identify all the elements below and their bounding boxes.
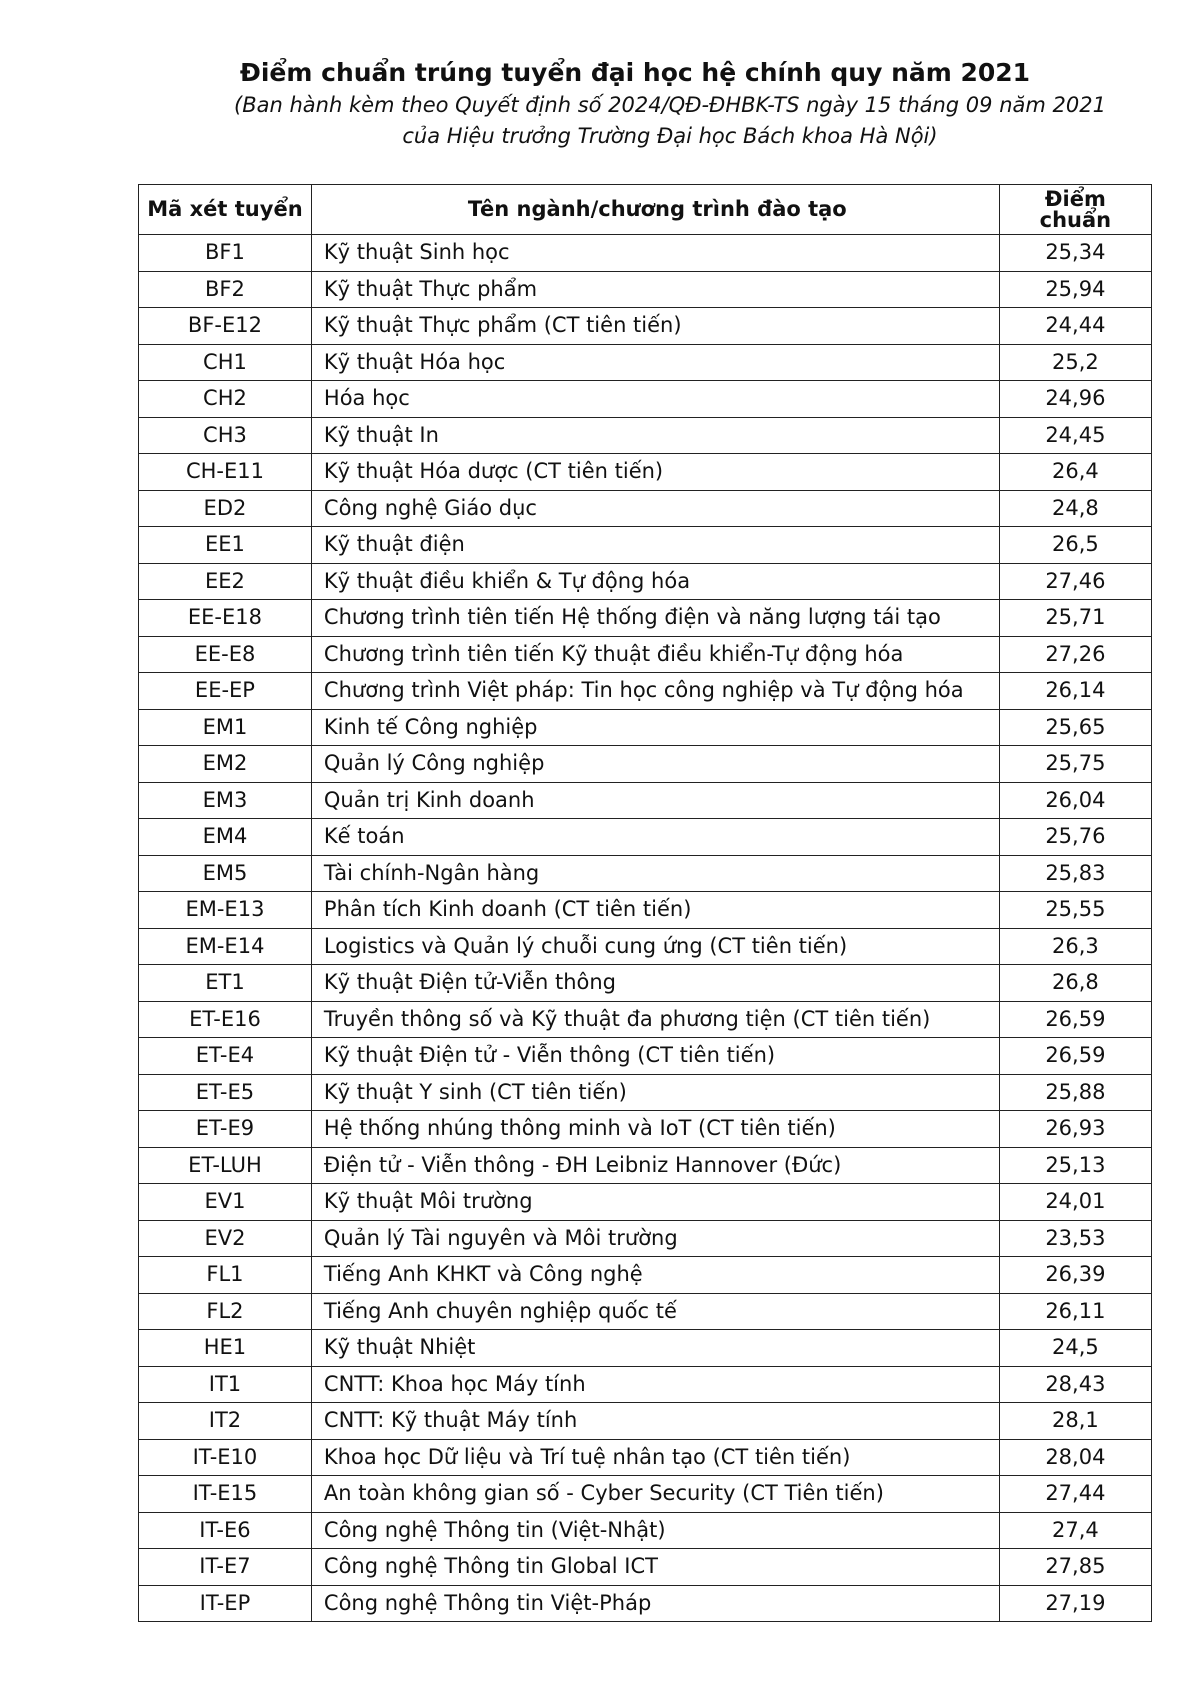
table-row [139,673,1152,710]
cell-score: 27,4 [999,1512,1151,1549]
cell-program: Kỹ thuật Môi trường [311,1184,999,1221]
cell-code: IT-EP [139,1585,312,1622]
table-row [139,490,1152,527]
cell-code: HE1 [139,1330,312,1367]
table-row [139,271,1152,308]
cell-code: CH3 [139,417,312,454]
table-row [139,1330,1152,1367]
cell-score: 26,59 [999,1038,1151,1075]
cell-code: IT-E10 [139,1439,312,1476]
cell-program: Logistics và Quản lý chuỗi cung ứng (CT tiên tiến) [311,928,999,965]
cell-program: CNTT: Khoa học Máy tính [311,1366,999,1403]
cell-code: EM5 [139,855,312,892]
cell-program: Công nghệ Thông tin Global ICT [311,1549,999,1586]
cell-code: IT1 [139,1366,312,1403]
cell-score: 28,1 [999,1403,1151,1440]
cell-score: 25,75 [999,746,1151,783]
cell-score: 26,5 [999,527,1151,564]
cell-score: 24,5 [999,1330,1151,1367]
cell-score: 25,94 [999,271,1151,308]
cell-code: EE-E8 [139,636,312,673]
cell-program: Công nghệ Thông tin (Việt-Nhật) [311,1512,999,1549]
cell-score: 27,46 [999,563,1151,600]
table-header-row [139,185,1152,235]
cell-program: Điện tử - Viễn thông - ĐH Leibniz Hannover (Đức) [311,1147,999,1184]
cell-code: BF2 [139,271,312,308]
cell-score: 27,44 [999,1476,1151,1513]
cell-program: CNTT: Kỹ thuật Máy tính [311,1403,999,1440]
cell-code: CH1 [139,344,312,381]
table-row [139,1439,1152,1476]
cell-program: Kinh tế Công nghiệp [311,709,999,746]
table-row [139,1476,1152,1513]
cell-score: 26,8 [999,965,1151,1002]
cell-code: EM4 [139,819,312,856]
cell-program: Tiếng Anh KHKT và Công nghệ [311,1257,999,1294]
cell-code: ET-LUH [139,1147,312,1184]
table-row [139,1220,1152,1257]
cell-program: Kỹ thuật Y sinh (CT tiên tiến) [311,1074,999,1111]
cell-score: 24,44 [999,308,1151,345]
table-row [139,928,1152,965]
cell-code: ET-E5 [139,1074,312,1111]
cell-program: Công nghệ Thông tin Việt-Pháp [311,1585,999,1622]
column-header-code: Mã xét tuyển [139,185,312,235]
table-row [139,892,1152,929]
cell-code: EM-E13 [139,892,312,929]
admission-scores-table [138,184,1152,1622]
cell-score: 24,45 [999,417,1151,454]
cell-code: EV2 [139,1220,312,1257]
cell-code: ET1 [139,965,312,1002]
cell-score: 25,2 [999,344,1151,381]
table-row [139,527,1152,564]
cell-program: Kỹ thuật Điện tử-Viễn thông [311,965,999,1002]
table-row [139,1366,1152,1403]
cell-program: Hóa học [311,381,999,418]
cell-score: 24,96 [999,381,1151,418]
cell-score: 25,13 [999,1147,1151,1184]
cell-program: Kỹ thuật Nhiệt [311,1330,999,1367]
cell-program: Hệ thống nhúng thông minh và IoT (CT tiên tiến) [311,1111,999,1148]
cell-code: EE2 [139,563,312,600]
cell-score: 26,11 [999,1293,1151,1330]
cell-code: EM2 [139,746,312,783]
cell-code: EE-EP [139,673,312,710]
table-row [139,782,1152,819]
cell-code: EM3 [139,782,312,819]
cell-code: IT-E6 [139,1512,312,1549]
cell-code: CH2 [139,381,312,418]
cell-code: EM-E14 [139,928,312,965]
cell-score: 24,8 [999,490,1151,527]
cell-score: 26,93 [999,1111,1151,1148]
cell-code: IT-E7 [139,1549,312,1586]
table-row [139,1111,1152,1148]
document-title: Điểm chuẩn trúng tuyển đại học hệ chính quy năm 2021 [239,58,1031,87]
cell-score: 27,19 [999,1585,1151,1622]
cell-code: ET-E9 [139,1111,312,1148]
cell-program: Chương trình Việt pháp: Tin học công nghiệp và Tự động hóa [311,673,999,710]
cell-program: Chương trình tiên tiến Kỹ thuật điều khiển-Tự động hóa [311,636,999,673]
table-row [139,1585,1152,1622]
cell-program: Kỹ thuật Hóa học [311,344,999,381]
cell-program: Quản lý Tài nguyên và Môi trường [311,1220,999,1257]
cell-score: 26,3 [999,928,1151,965]
cell-score: 25,83 [999,855,1151,892]
cell-code: EM1 [139,709,312,746]
table-row [139,1074,1152,1111]
table-row [139,381,1152,418]
column-header-score: Điểm chuẩn [999,185,1151,235]
cell-program: Kế toán [311,819,999,856]
cell-code: CH-E11 [139,454,312,491]
cell-program: Kỹ thuật In [311,417,999,454]
table-row [139,1147,1152,1184]
cell-score: 27,85 [999,1549,1151,1586]
cell-program: Kỹ thuật Hóa dược (CT tiên tiến) [311,454,999,491]
table-body [139,235,1152,1622]
cell-score: 27,26 [999,636,1151,673]
cell-score: 25,55 [999,892,1151,929]
cell-program: Kỹ thuật điện [311,527,999,564]
table-row [139,563,1152,600]
cell-program: Truyền thông số và Kỹ thuật đa phương tiện (CT tiên tiến) [311,1001,999,1038]
cell-code: EE1 [139,527,312,564]
cell-score: 28,43 [999,1366,1151,1403]
table-row [139,454,1152,491]
table-row [139,417,1152,454]
table-row [139,235,1152,272]
cell-code: BF1 [139,235,312,272]
cell-program: Tiếng Anh chuyên nghiệp quốc tế [311,1293,999,1330]
cell-code: IT-E15 [139,1476,312,1513]
cell-code: IT2 [139,1403,312,1440]
table-row [139,344,1152,381]
cell-program: Phân tích Kinh doanh (CT tiên tiến) [311,892,999,929]
cell-program: Khoa học Dữ liệu và Trí tuệ nhân tạo (CT tiên tiến) [311,1439,999,1476]
cell-program: Quản trị Kinh doanh [311,782,999,819]
cell-program: Kỹ thuật Thực phẩm [311,271,999,308]
cell-score: 25,71 [999,600,1151,637]
table-row [139,308,1152,345]
table-row [139,1184,1152,1221]
cell-code: ET-E16 [139,1001,312,1038]
cell-program: Quản lý Công nghiệp [311,746,999,783]
cell-score: 26,39 [999,1257,1151,1294]
table-row [139,1001,1152,1038]
table-row [139,855,1152,892]
cell-code: ED2 [139,490,312,527]
cell-score: 23,53 [999,1220,1151,1257]
cell-score: 25,34 [999,235,1151,272]
column-header-program: Tên ngành/chương trình đào tạo [311,185,999,235]
table-row [139,746,1152,783]
cell-program: Kỹ thuật Điện tử - Viễn thông (CT tiên tiến) [311,1038,999,1075]
cell-code: EE-E18 [139,600,312,637]
cell-code: ET-E4 [139,1038,312,1075]
table-row [139,819,1152,856]
table-row [139,1512,1152,1549]
cell-code: EV1 [139,1184,312,1221]
cell-program: An toàn không gian số - Cyber Security (CT Tiên tiến) [311,1476,999,1513]
cell-program: Kỹ thuật Sinh học [311,235,999,272]
cell-code: FL2 [139,1293,312,1330]
cell-code: BF-E12 [139,308,312,345]
cell-score: 25,65 [999,709,1151,746]
table-row [139,636,1152,673]
table-row [139,965,1152,1002]
cell-program: Công nghệ Giáo dục [311,490,999,527]
table-row [139,1293,1152,1330]
cell-score: 28,04 [999,1439,1151,1476]
cell-score: 24,01 [999,1184,1151,1221]
cell-program: Kỹ thuật Thực phẩm (CT tiên tiến) [311,308,999,345]
cell-score: 25,76 [999,819,1151,856]
document-header [0,56,1200,152]
cell-program: Tài chính-Ngân hàng [311,855,999,892]
document-subtitle-line2: của Hiệu trưởng Trường Đại học Bách khoa Hà Nội) [402,124,938,148]
cell-score: 26,14 [999,673,1151,710]
table-row [139,1403,1152,1440]
cell-score: 25,88 [999,1074,1151,1111]
cell-score: 26,59 [999,1001,1151,1038]
document-subtitle-line1: (Ban hành kèm theo Quyết định số 2024/QĐ-ĐHBK-TS ngày 15 tháng 09 năm 2021 [234,93,1106,117]
cell-score: 26,4 [999,454,1151,491]
cell-program: Chương trình tiên tiến Hệ thống điện và năng lượng tái tạo [311,600,999,637]
table-row [139,1038,1152,1075]
table-row [139,1549,1152,1586]
table-row [139,1257,1152,1294]
cell-program: Kỹ thuật điều khiển & Tự động hóa [311,563,999,600]
cell-code: FL1 [139,1257,312,1294]
table-row [139,709,1152,746]
cell-score: 26,04 [999,782,1151,819]
table-row [139,600,1152,637]
